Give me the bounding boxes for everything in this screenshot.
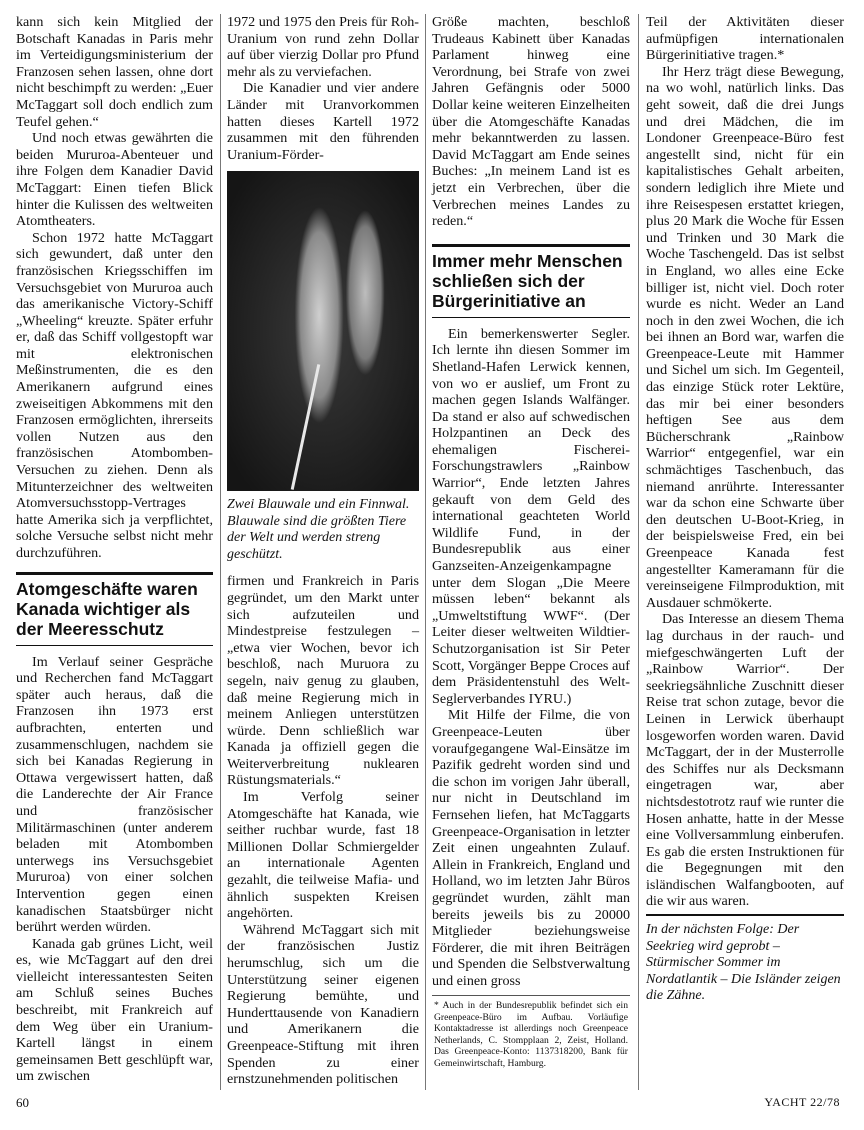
paragraph: kann sich kein Mitglied der Botschaft Kanadas in Paris mehr im Verteidigungsministerium der Franzosen sehen lassen, ohne dort nicht beschimpft zu werden: „Euer McTaggart soll doch endlich zum Teufel gehen.“ <box>16 14 213 130</box>
paragraph: Im Verlauf seiner Gespräche und Recherchen fand McTaggart später auch heraus, daß die Franzosen ihn 1973 erst aufbrachten, enterten und zusammenschlugen, nachdem sie sich bei Kanadas Regierung in Ottawa vergewissert hatten, daß die Landerechte der Air France und französischer Militärmaschinen (unter anderem beladen mit Atombomben unterwegs ins Versuchsgebiet Mururoa) von einer solchen Intervention gegen einen kanadischen Staatsbürger nicht berührt werden würden. <box>16 653 213 936</box>
paragraph: Größe machten, beschloß Trudeaus Kabinett über Kanadas Parlament hinweg eine Verordnung, bei Strafe von zwei Jahren Gefängnis oder 5000 Dollar keine weiteren Einzelheiten über die Atomgeschäfte Kanadas mehr bekanntwerden zu lassen. David McTaggart am Ende seines Buches: „In meinem Land ist es jetzt ein Verbrechen, über die Verbrechen meines Landes zu reden.“ <box>432 14 630 230</box>
column-rule <box>425 14 426 1090</box>
column-rule <box>638 14 639 1090</box>
column-4 <box>646 14 844 1005</box>
column-3 <box>432 14 630 1069</box>
paragraph: Das Interesse an diesem Thema lag durchaus in der rauch- und miefgeschwängerten Luft der „Rainbow Warrior“. Der seekriegsähnliche Zuschnitt dieser Reise trat schon zutage, bevor die Leinen in Lerwick überhaupt losgeworfen worden waren. David McTaggart, der in der Musterrolle des Schiffes nur als Decksmann eingetragen war, aber nichtsdestotrotz rauf wie runter die Hosen anhatte, hatte in der Messe eine Vollversammlung einberufen. Es gab die ersten Instruktionen für die Begegnungen mit den isländischen Walfangbooten, auf die wir aus waren. <box>646 611 844 910</box>
paragraph: Und noch etwas gewährten die beiden Mururoa-Abenteuer und ihre Folgen dem Kanadier David McTaggart: Einen tiefen Blick hinter die Kulissen des weltweiten Atomtheaters. <box>16 130 213 230</box>
whale-photo <box>227 171 419 491</box>
footnote: * Auch in der Bundesrepublik befindet sich ein Greenpeace-Büro im Aufbau. Vorläufige Kontaktadresse ist allerdings noch Greenpeace Netherlands, C. Stompplaan 2, Zeist, Holland. Das Greenpeace-Konto: 1137318200, Bank für Gemeinwirtschaft, Hamburg. <box>432 995 630 1068</box>
column-rule <box>220 14 221 1090</box>
paragraph: Im Verfolg seiner Atomgeschäfte hat Kanada, wie seither ruchbar wurde, fast 18 Millionen Dollar Schmiergelder an internationale Agenten gezahlt, die teilweise Mafia- und ähnlich suspekten Kreisen angehörten. <box>227 789 419 922</box>
paragraph: Mit Hilfe der Filme, die von Greenpeace-Leuten über voraufgegangene Wal-Einsätze im Pazifik gedreht worden sind und die schon im vorigen Jahr überall, nur nicht in Deutschland im Fernsehen liefen, hat McTaggarts Greenpeace-Organisation in letzter Zeit einen ungeahnten Zulauf. Allein in Frankreich, England und Holland, wo im letzten Jahr Büros gegründet wurden, zählt man bereits jeweils bis zu 20000 Mitglieder beziehungsweise Förderer, die mit ihren Beiträgen und Spenden die Selbstverwaltung und einen gross <box>432 707 630 989</box>
paragraph: Kanada gab grünes Licht, weil es, wie McTaggart auf den drei vielleicht interessantesten Seiten am Schluß seines Buches beschreibt, mit Frankreich auf dem Weg über ein Uranium-Kartell längst in einem gemeinsamen Bett geschlüpft war, um zwischen <box>16 935 213 1085</box>
folio: YACHT 22/78 <box>764 1095 840 1109</box>
section-headline: Immer mehr Menschen schließen sich der Bürgerinitiative an <box>432 244 630 318</box>
paragraph: Während McTaggart sich mit der französischen Justiz herumschlug, sich um die Unterstützung seiner eigenen Regierung bemühte, und Hunderttausende von Kanadiern und Amerikanern die Greenpeace-Stiftung mit ihren Spenden zu einer ernstzunehmenden politischen <box>227 921 419 1088</box>
column-2 <box>227 14 419 1088</box>
paragraph: Teil der Aktivitäten dieser aufmüpfigen internationalen Bürgerinitiative tragen.* <box>646 14 844 64</box>
paragraph: Ihr Herz trägt diese Bewegung, na wo wohl, natürlich links. Das geht soweit, daß die drei Jungs und drei Mädchen, die im Londoner Greenpeace-Büro fest angestellt sind, nicht für ein kapitalistisches Gehalt arbeiten, sondern lediglich ihre Miete und ihre Reisespesen erstattet kriegen, plus 20 Mark die Woche für Essen und Trinken und 30 Mark die Woche Taschengeld. Das ist selbst in England, wo alles eine Ecke billiger ist, nicht viel. Doch roter wurde es nicht. Weder an Land noch in den zwei Wochen, die ich bei ihnen an Bord war, warfen die Greenpeace-Leute mit Hammer und Sichel um sich. Im Gegenteil, das einzige Stück roter Lektüre, das mir bei einer besonders heftigen See aus dem Bücherschrank „Rainbow Warrior“ entgegenfiel, war ein schmächtiges Taschenbuch, das niemand anrührte. Interessanter war da schon eine Schwarte über den deutschen U-Boot-Krieg, in der beispielsweise Fred, ein bei Greenpeace Kanada fest angestellter Kameramann für die vereinseigene Filmproduktion, mit Ausdauer schmökerte. <box>646 63 844 611</box>
paragraph: Ein bemerkenswerter Segler. Ich lernte ihn diesen Sommer im Shetland-Hafen Lerwick kennen, von wo er auslief, um Front zu machen gegen Islands Walfänger. Da stand er also auf schwedischen Holzpantinen an Deck des ehemaligen Fischerei-Forschungstrawlers „Rainbow Warrior“, Ende letzten Jahres gekauft von dem Geld des international geachteten World Wildlife Fund, in der Bundesrepublik aus einer Ganzseiten-Anzeigenkampagne unter dem Slogan „Die Meere müssen leben“ bekannt als „Umweltstiftung WWF“. (Der Leiter dieser weltweiten Wildtier-Schutzorganisation ist Sir Peter Scott, Vorgänger Beppe Croces auf dem Präsidentenstuhl des Welt-Seglerverbandes IYRU.) <box>432 325 630 707</box>
paragraph: firmen und Frankreich in Paris gegründet, um den Markt unter sich aufzuteilen und Mindestpreise festzulegen – „etwa vier Wochen, bevor ich beschloß, nach Muruora zu segeln, naiv genug zu glauben, daß meine Regierung mich in meinem Anliegen unterstützen würde. Denn schließlich war Kanada ja offiziell gegen die Weiterverbreitung nuklearen Rüstungsmaterials.“ <box>227 573 419 789</box>
section-headline: Atomgeschäfte waren Kanada wichtiger als der Meeresschutz <box>16 572 213 646</box>
page-number: 60 <box>16 1095 29 1110</box>
column-1 <box>16 14 213 1085</box>
next-part-teaser: In der nächsten Folge: Der Seekrieg wird geprobt – Stürmischer Sommer im Nordatlantik – Die Isländer zeigen die Zähne. <box>646 914 844 1005</box>
paragraph: Die Kanadier und vier andere Länder mit Uranvorkommen hatten dieses Kartell 1972 zusammen mit den führenden Uranium-Förder- <box>227 80 419 163</box>
paragraph: Schon 1972 hatte McTaggart sich gewundert, daß unter den französischen Kriegsschiffen im Versuchsgebiet von Mururoa auch das amerikanische Victory-Schiff „Wheeling“ kreuzte. Später erfuhr er, daß das Schiff vollgestopft war mit elektronischen Meßinstrumenten, die es den Amerikanern aufgrund eines zweiseitigen Abkommens mit den Franzosen ermöglichten, ihrerseits vollen Nutzen aus den französischen Atombomben-Versuchen zu ziehen. Denn als Mitunterzeichner des weltweiten Atomversuchsstopp-Vertrages hatte Amerika sich ja verpflichtet, solche Versuche selbst nicht mehr durchzuführen. <box>16 229 213 561</box>
photo-caption: Zwei Blauwale und ein Finnwal. Blauwale sind die größten Tiere der Welt und werden streng geschützt. <box>227 497 410 562</box>
paragraph: 1972 und 1975 den Preis für Roh-Uranium von rund zehn Dollar auf über vierzig Dollar pro Pfund mehr als zu verviefachen. <box>227 14 419 80</box>
